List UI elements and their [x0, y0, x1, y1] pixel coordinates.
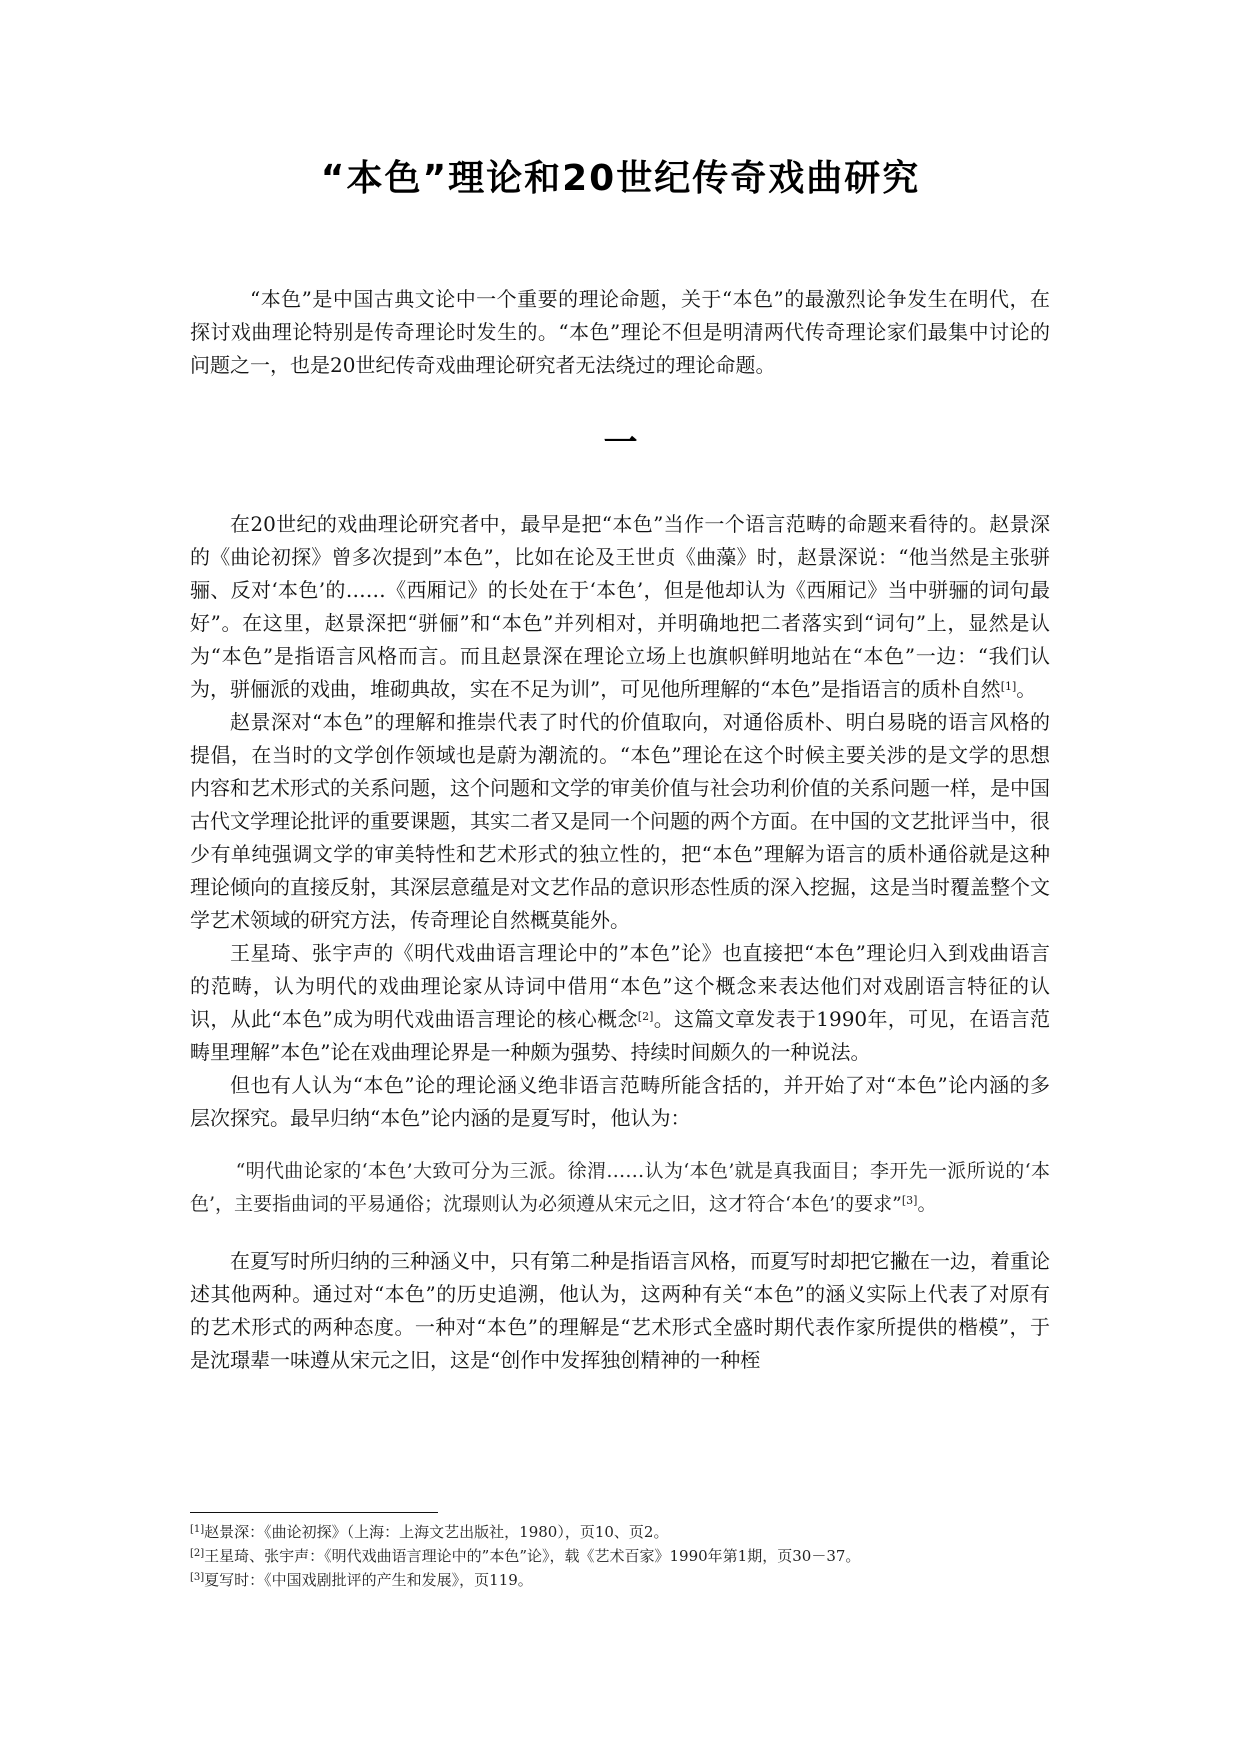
body-text	[190, 508, 1050, 1377]
page-title: “本色”理论和20世纪传奇戏曲研究	[320, 158, 921, 199]
body-paragraph-2: 赵景深对“本色”的理解和推崇代表了时代的价值取向，对通俗质朴、明白易晓的语言风格的提倡，在当时的文学创作领域也是蔚为潮流的。“本色”理论在这个时候主要关涉的是文学的思想内容和艺术形式的关系问题，这个问题和文学的审美价值与社会功利价值的关系问题一样，是中国古代文学理论批评的重要课题，其实二者又是同一个问题的两个方面。在中国的文艺批评当中，很少有单纯强调文学的审美特性和艺术形式的独立性的，把“本色”理解为语言的质朴通俗就是这种理论倾向的直接反射，其深层意蕴是对文艺作品的意识形态性质的深入挖掘，这是当时覆盖整个文学艺术领域的研究方法，传奇理论自然概莫能外。	[190, 710, 1050, 932]
paragraph-text-end: 。这篇文章发表于1990年，可见，在语言范畴里理解”本色”论在戏曲理论界是一种颇为强势、持续时间颇久的一种说法。	[190, 1007, 1051, 1064]
paragraph-text: 王星琦、张宇声的《明代戏曲语言理论中的”本色”论》也直接把“本色”理论归入到戏曲语言的范畴，认为明代的戏曲理论家从诗词中借用“本色”这个概念来表达他们对戏剧语言特征的认识，从此“本色”成为明代戏曲语言理论的核心概念	[190, 941, 1050, 1031]
paragraph-text: 在20世纪的戏曲理论研究者中，最早是把“本色”当作一个语言范畴的命题来看待的。赵景深的《曲论初探》曾多次提到”本色”，比如在论及王世贞《曲藻》时，赵景深说：“他当然是主张骈骊、反对‘本色’的……《西厢记》的长处在于‘本色’，但是他却认为《西厢记》当中骈骊的词句最好”。在这里，赵景深把“骈俪”和“本色”并列相对，并明确地把二者落实到“词句”上，显然是认为“本色”是指语言风格而言。而且赵景深在理论立场上也旗帜鲜明地站在“本色”一边：“我们认为，骈俪派的戏曲，堆砌典故，实在不足为训”，可见他所理解的“本色”是指语言的质朴自然	[190, 512, 1050, 701]
footnote-text: 王星琦、张宇声：《明代戏曲语言理论中的”本色”论》，载《艺术百家》1990年第1期，页30－37。	[204, 1547, 861, 1565]
footnote-ref-2[interactable]: [2]	[637, 1010, 654, 1023]
abstract-paragraph: “本色”是中国古典文论中一个重要的理论命题，关于“本色”的最激烈论争发生在明代，在探讨戏曲理论特别是传奇理论时发生的。“本色”理论不但是明清两代传奇理论家们最集中讨论的问题之一，也是20世纪传奇戏曲理论研究者无法绕过的理论命题。	[190, 287, 1050, 377]
body-paragraph-4: 但也有人认为“本色”论的理论涵义绝非语言范畴所能含括的，并开始了对“本色”论内涵的多层次探究。最早归纳“本色”论内涵的是夏写时，他认为：	[190, 1073, 1050, 1130]
footnote-2	[190, 1544, 1090, 1568]
footnote-divider	[190, 1512, 438, 1513]
footnote-ref-3[interactable]: [3]	[901, 1194, 918, 1207]
body-paragraph-3	[190, 937, 1050, 1069]
paragraph-text-end: 。	[1016, 677, 1037, 701]
footnote-mark: [3]	[190, 1572, 205, 1583]
body-paragraph-5: 在夏写时所归纳的三种涵义中，只有第二种是指语言风格，而夏写时却把它撇在一边，着重论述其他两种。通过对“本色”的历史追溯，他认为，这两种有关“本色”的涵义实际上代表了对原有的艺术形式的两种态度。一种对“本色”的理解是“艺术形式全盛时期代表作家所提供的楷模”，于是沈璟辈一味遵从宋元之旧，这是“创作中发挥独创精神的一种桎	[190, 1249, 1050, 1372]
footnote-mark: [1]	[190, 1524, 205, 1535]
section-number: 一	[603, 423, 638, 463]
footnote-1	[190, 1520, 1090, 1544]
quote-text-end: 。	[917, 1193, 937, 1215]
footnote-mark: [2]	[190, 1548, 205, 1559]
quote-text: “明代曲论家的‘本色’大致可分为三派。徐渭……认为‘本色’就是真我面目；李开先一派所说的‘本色’，主要指曲词的平易通俗；沈璟则认为必须遵从宋元之旧，这才符合‘本色’的要求”	[190, 1160, 1050, 1215]
footnote-text: 赵景深：《曲论初探》（上海：上海文艺出版社，1980），页10、页2。	[204, 1523, 669, 1541]
footnote-3	[190, 1568, 1090, 1592]
block-quote	[190, 1155, 1050, 1221]
footnote-ref-1[interactable]: [1]	[1000, 680, 1017, 693]
footnote-text: 夏写时：《中国戏剧批评的产生和发展》，页119。	[204, 1571, 533, 1589]
footnotes	[190, 1520, 1090, 1592]
body-paragraph-1	[190, 508, 1050, 706]
